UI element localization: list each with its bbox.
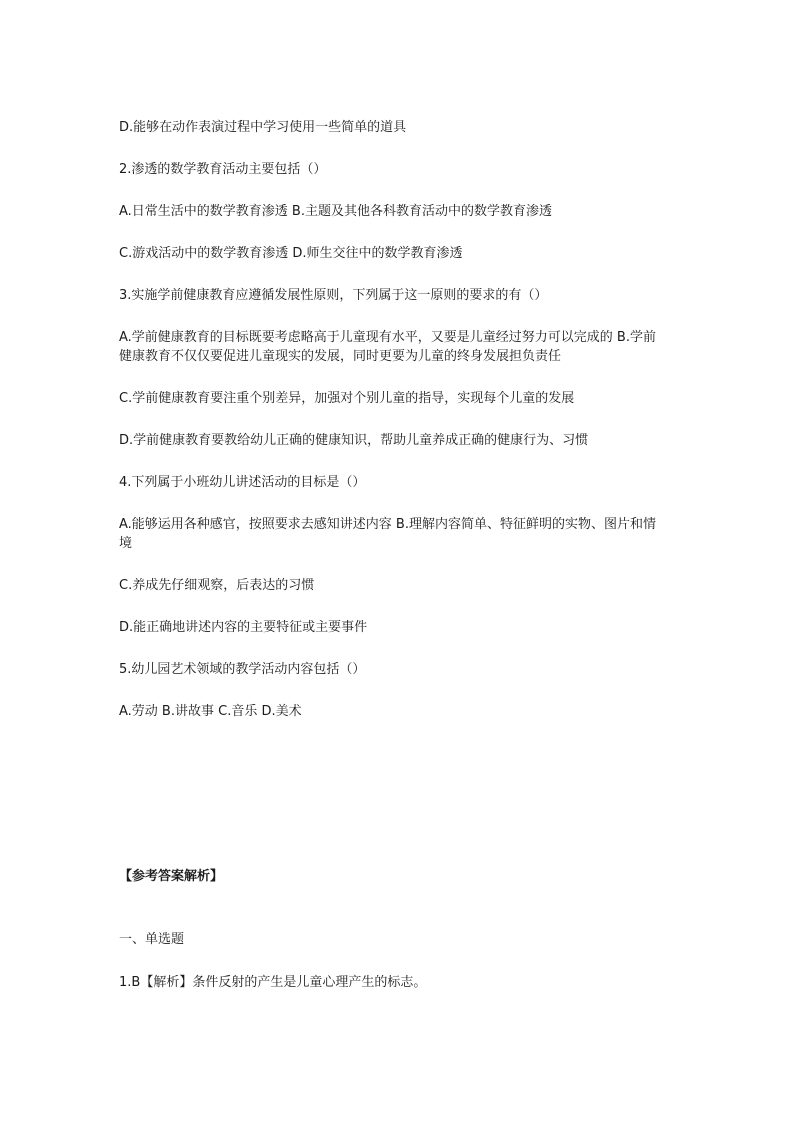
question-4: 4.下列属于小班幼儿讲述活动的目标是（） [119,475,366,490]
question-3: 3.实施学前健康教育应遵循发展性原则，下列属于这一原则的要求的有（） [119,288,548,303]
option-d-q3: D.学前健康教育要教给幼儿正确的健康知识，帮助儿童养成正确的健康行为、习惯 [119,433,589,448]
answer-1: 1.B【解析】条件反射的产生是儿童心理产生的标志。 [119,975,427,990]
options-cd-q2: C.游戏活动中的数学教育渗透 D.师生交往中的数学教育渗透 [119,246,463,261]
question-2: 2.渗透的数学教育活动主要包括（） [119,162,327,177]
option-d-q1: D.能够在动作表演过程中学习使用一些简单的道具 [119,120,407,135]
option-d-q4: D.能正确地讲述内容的主要特征或主要事件 [119,620,368,635]
section-heading-single-choice: 一、单选题 [119,932,185,947]
options-ab-q4: A.能够运用各种感官，按照要求去感知讲述内容 B.理解内容简单、特征鲜明的实物、图片和情境 [119,517,656,551]
options-ab-q3: A.学前健康教育的目标既要考虑略高于儿童现有水平，又要是儿童经过努力可以完成的 B.学前健康教育不仅仅要促进儿童现实的发展，同时更要为儿童的终身发展担负责任 [119,330,656,364]
question-5: 5.幼儿园艺术领域的教学活动内容包括（） [119,662,366,677]
options-ab-q2: A.日常生活中的数学教育渗透 B.主题及其他各科教育活动中的数学教育渗透 [119,204,552,219]
options-q5: A.劳动 B.讲故事 C.音乐 D.美术 [119,704,302,719]
option-c-q4: C.养成先仔细观察，后表达的习惯 [119,578,315,593]
answer-section-title: 【参考答案解析】 [119,869,224,884]
option-c-q3: C.学前健康教育要注重个别差异，加强对个别儿童的指导，实现每个儿童的发展 [119,391,575,406]
